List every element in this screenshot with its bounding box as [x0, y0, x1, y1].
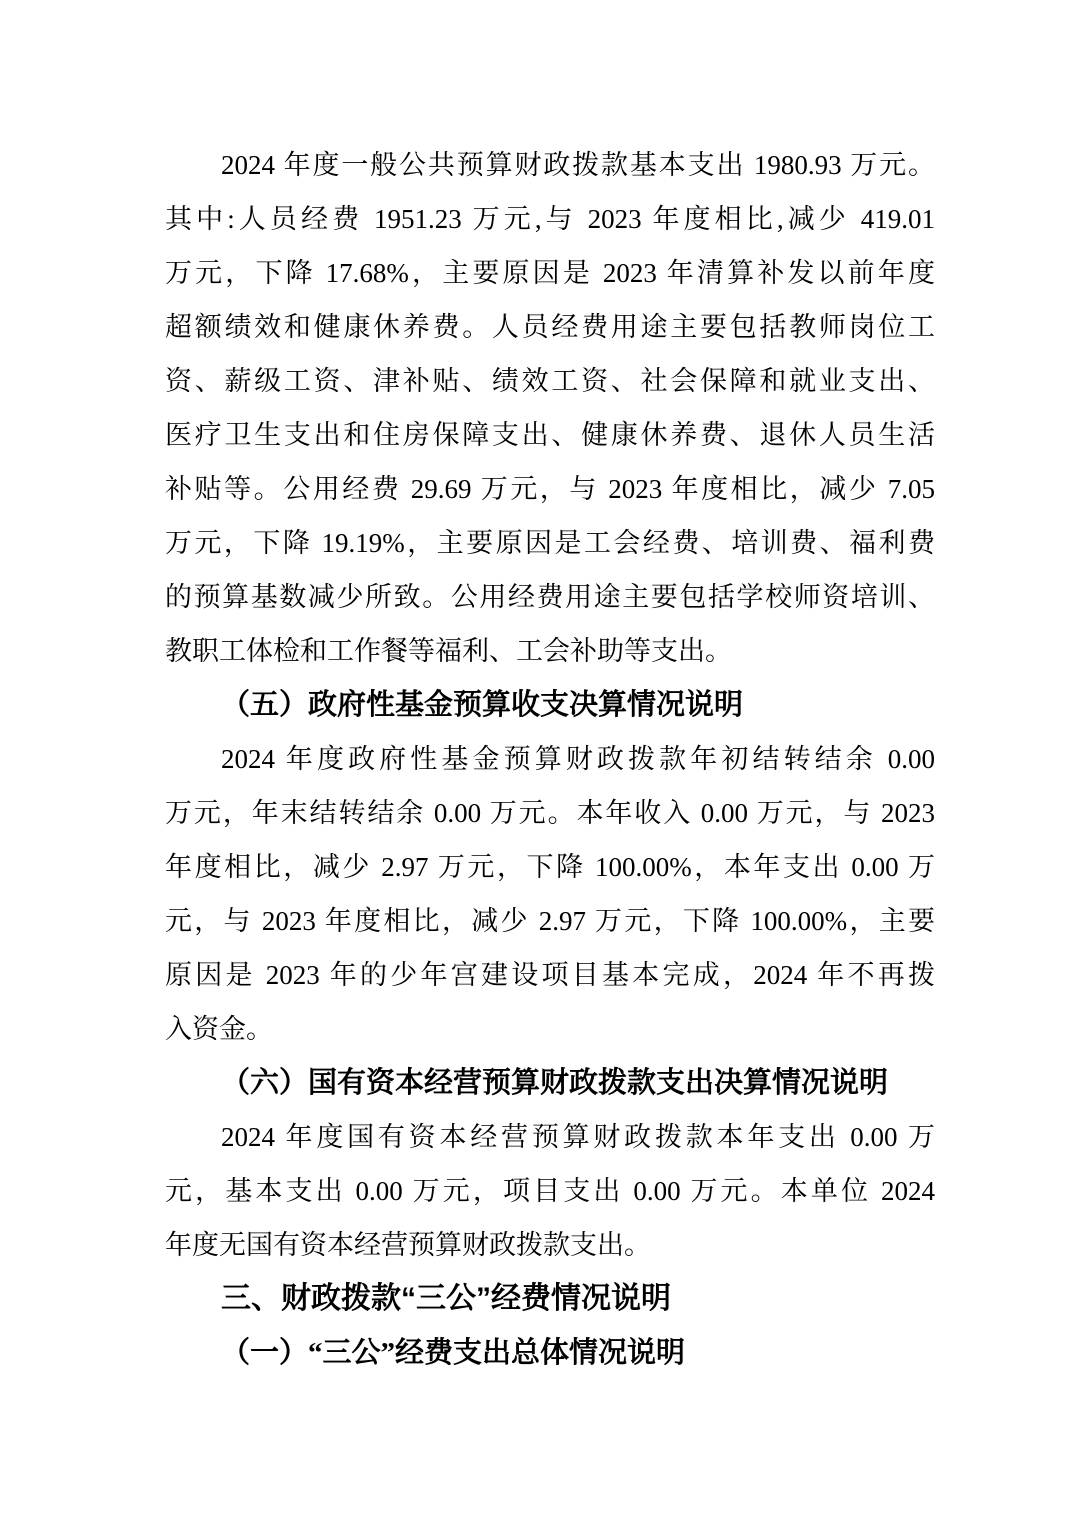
body-line: 元，与 2023 年度相比，减少 2.97 万元，下降 100.00%，主要: [165, 906, 935, 936]
body-line: 年度相比，减少 2.97 万元，下降 100.00%，本年支出 0.00 万: [165, 852, 935, 882]
body-line: 教职工体检和工作餐等福利、工会补助等支出。: [165, 636, 732, 666]
heading-section-5: （五）政府性基金预算收支决算情况说明: [221, 689, 744, 721]
body-line: 医疗卫生支出和住房保障支出、健康休养费、退休人员生活: [165, 420, 935, 450]
heading-subsection-1: （一）“三公”经费支出总体情况说明: [221, 1337, 686, 1369]
body-line: 2024 年度政府性基金预算财政拨款年初结转结余 0.00: [221, 744, 935, 774]
heading-chapter-3: 三、财政拨款“三公”经费情况说明: [221, 1282, 671, 1315]
body-line: 万元，下降 17.68%，主要原因是 2023 年清算补发以前年度: [165, 258, 935, 288]
body-line: 补贴等。公用经费 29.69 万元，与 2023 年度相比，减少 7.05: [165, 474, 935, 504]
body-line: 元，基本支出 0.00 万元，项目支出 0.00 万元。本单位 2024: [165, 1176, 935, 1206]
body-line: 入资金。: [165, 1014, 273, 1044]
body-line: 2024 年度国有资本经营预算财政拨款本年支出 0.00 万: [221, 1122, 935, 1152]
body-line: 其中:人员经费 1951.23 万元,与 2023 年度相比,减少 419.01: [165, 204, 935, 234]
body-line: 万元，年末结转结余 0.00 万元。本年收入 0.00 万元，与 2023: [165, 798, 935, 828]
body-line: 万元，下降 19.19%，主要原因是工会经费、培训费、福利费: [165, 528, 935, 558]
body-line: 的预算基数减少所致。公用经费用途主要包括学校师资培训、: [165, 582, 935, 612]
body-line: 2024 年度一般公共预算财政拨款基本支出 1980.93 万元。: [221, 150, 935, 180]
body-line: 原因是 2023 年的少年宫建设项目基本完成，2024 年不再拨: [165, 960, 935, 990]
body-line: 年度无国有资本经营预算财政拨款支出。: [165, 1230, 651, 1260]
heading-section-6: （六）国有资本经营预算财政拨款支出决算情况说明: [221, 1067, 889, 1099]
body-line: 超额绩效和健康休养费。人员经费用途主要包括教师岗位工: [165, 312, 935, 342]
body-line: 资、薪级工资、津补贴、绩效工资、社会保障和就业支出、: [165, 366, 935, 396]
